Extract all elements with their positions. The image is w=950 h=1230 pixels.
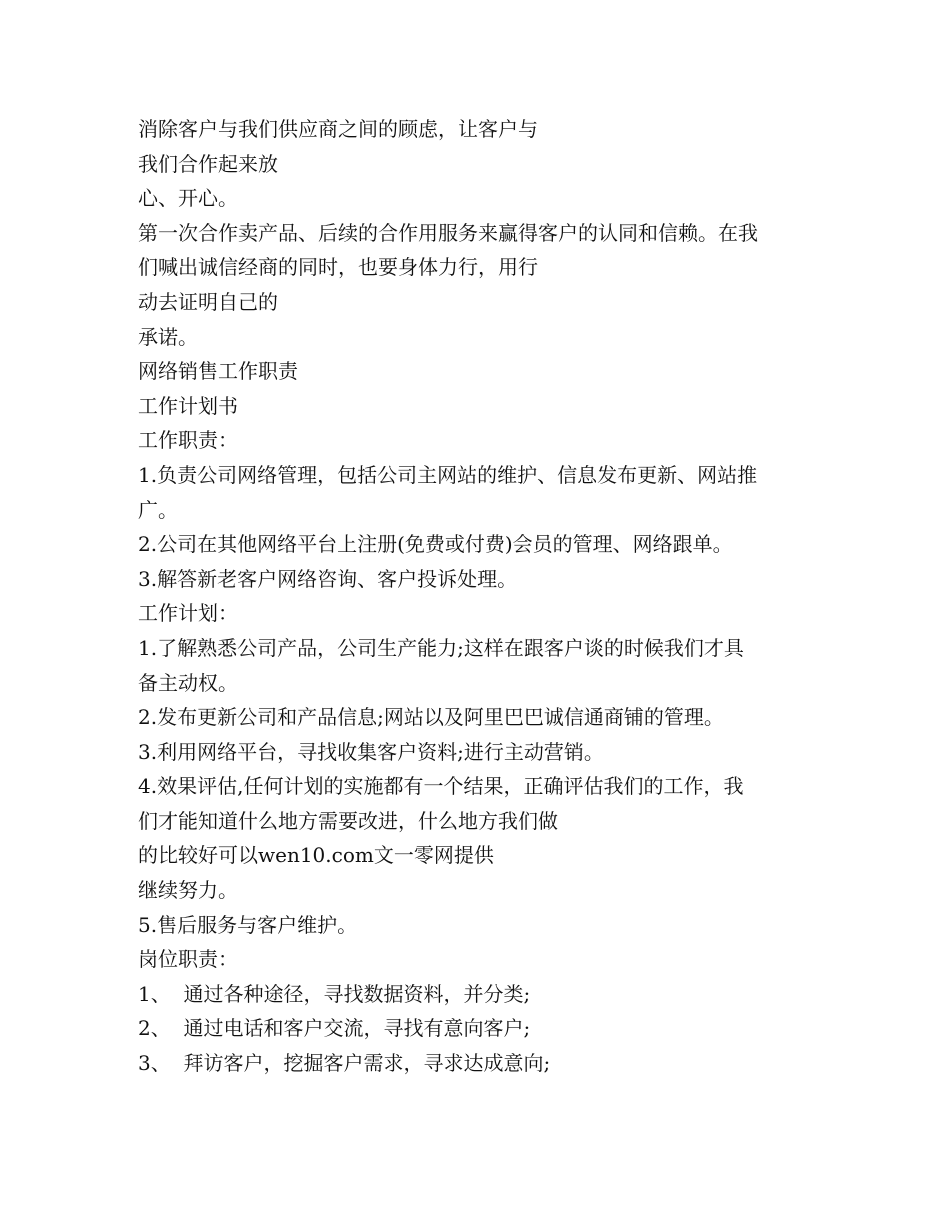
text-line: 们喊出诚信经商的同时，也要身体力行，用行: [138, 255, 538, 280]
text-line: 心、开心。: [138, 186, 238, 211]
text-line: 的比较好可以wen10.com文一零网提供: [138, 843, 494, 868]
text-line: 第一次合作卖产品、后续的合作用服务来赢得客户的认同和信赖。在我: [138, 220, 758, 245]
text-line: 承诺。: [138, 324, 198, 349]
section-heading: 工作计划书: [138, 393, 238, 418]
text-line: 们才能知道什么地方需要改进，什么地方我们做: [138, 808, 558, 833]
list-item: 1.了解熟悉公司产品，公司生产能力;这样在跟客户谈的时候我们才具: [138, 635, 744, 660]
list-item: 2、 通过电话和客户交流，寻找有意向客户;: [138, 1016, 531, 1041]
text-line: 动去证明自己的: [138, 289, 278, 314]
list-item: 3.解答新老客户网络咨询、客户投诉处理。: [138, 566, 518, 591]
document-body: [138, 112, 828, 1081]
list-item: 2.公司在其他网络平台上注册(免费或付费)会员的管理、网络跟单。: [138, 532, 733, 557]
text-line: 备主动权。: [138, 670, 238, 695]
section-heading: 岗位职责：: [138, 947, 238, 972]
text-line: 消除客户与我们供应商之间的顾虑，让客户与: [138, 117, 538, 141]
section-heading: 工作计划：: [138, 601, 238, 626]
list-item: 1、 通过各种途径，寻找数据资料，并分类;: [138, 981, 531, 1006]
section-heading: 工作职责：: [138, 428, 238, 453]
list-item: 3、 拜访客户，挖掘客户需求，寻求达成意向;: [138, 1051, 551, 1076]
list-item: 5.售后服务与客户维护。: [138, 912, 358, 937]
list-item: 3.利用网络平台，寻找收集客户资料;进行主动营销。: [138, 739, 604, 764]
section-heading: 网络销售工作职责: [138, 359, 298, 384]
text-line: 我们合作起来放: [138, 151, 278, 176]
text-line: 继续努力。: [138, 878, 238, 903]
list-item: 2.发布更新公司和产品信息;网站以及阿里巴巴诚信通商铺的管理。: [138, 705, 724, 730]
list-item: 4.效果评估,任何计划的实施都有一个结果，正确评估我们的工作，我: [138, 774, 744, 799]
list-item: 1.负责公司网络管理，包括公司主网站的维护、信息发布更新、网站推: [138, 462, 758, 487]
text-line: 广。: [138, 497, 178, 522]
